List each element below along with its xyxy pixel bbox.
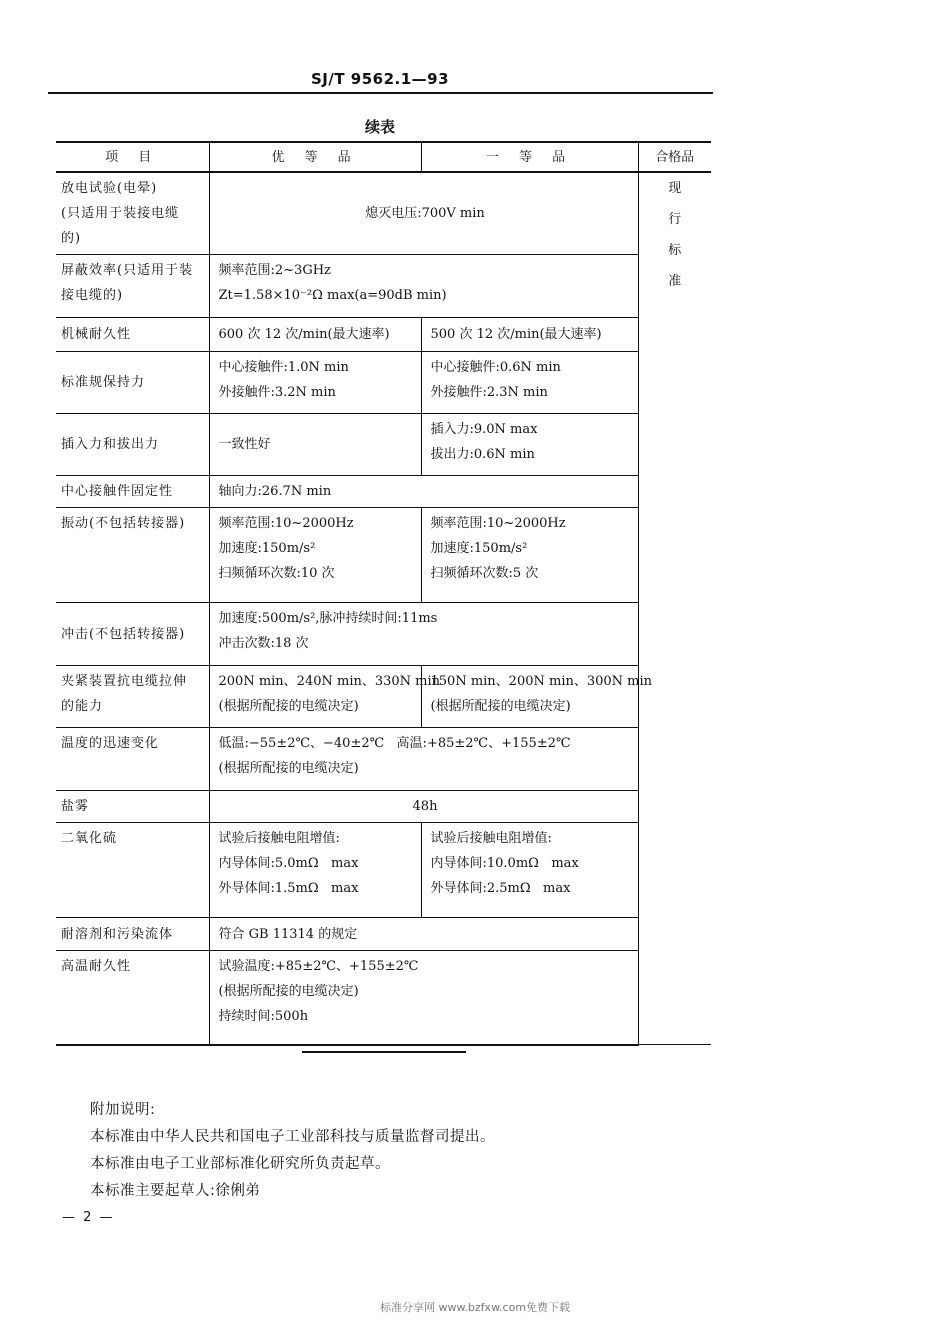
value-text: 试验温度:+85±2℃、+155±2℃ [218, 959, 419, 974]
value-cell-merged [209, 791, 638, 823]
table-row [56, 318, 711, 352]
grade-note-char: 标 [668, 243, 682, 258]
table-row [56, 476, 711, 508]
table-row [56, 352, 711, 414]
value-text: (根据所配接的电缆决定) [430, 699, 571, 714]
value-text: 中心接触件:0.6N min [430, 360, 561, 375]
item-cell [56, 666, 209, 728]
premium-value-cell [209, 352, 421, 414]
item-text: 标准规保持力 [61, 375, 146, 390]
premium-value-cell [209, 318, 421, 352]
value-text: 试验后接触电阻增值: [430, 831, 552, 846]
value-text: 48h [412, 799, 438, 814]
first-class-value-cell [421, 352, 638, 414]
table-row [56, 918, 711, 951]
table-row [56, 414, 711, 476]
item-text: 温度的迅速变化 [61, 736, 160, 751]
value-text: 加速度:150m/s² [218, 541, 316, 556]
value-text: 内导体间:10.0mΩ max [430, 856, 579, 871]
notes-line: 本标准由电子工业部标准化研究所负责起草。 [90, 1156, 390, 1172]
grade-note-char: 行 [668, 212, 682, 227]
table-row [56, 666, 711, 728]
item-text: 二氧化硫 [61, 831, 118, 846]
item-text: 耐溶剂和污染流体 [61, 926, 174, 942]
header-qualified: 合格品 [638, 142, 711, 172]
value-text: 加速度:500m/s²,脉冲持续时间:11ms [218, 611, 438, 626]
header-first-class: 一 等 品 [421, 142, 638, 172]
item-cell [56, 255, 209, 318]
item-cell [56, 603, 209, 666]
table-caption: 续表 [364, 118, 395, 136]
watermark: 标准分享网 www.bzfxw.com免费下载 [379, 1301, 571, 1314]
value-cell-merged [209, 476, 638, 508]
value-text: 加速度:150m/s² [430, 541, 528, 556]
standard-code: SJ/T 9562.1—93 [310, 70, 450, 88]
header-rule [48, 92, 713, 94]
item-text: 的) [61, 231, 82, 246]
item-cell [56, 918, 209, 951]
item-text: 屏蔽效率(只适用于装 [61, 263, 194, 278]
table-row [56, 951, 711, 1045]
item-cell [56, 476, 209, 508]
qualified-grade-cell [638, 172, 711, 1045]
value-text: 拔出力:0.6N min [430, 447, 535, 462]
value-cell-merged [209, 172, 638, 255]
value-text: (根据所配接的电缆决定) [218, 984, 359, 999]
item-text: 机械耐久性 [61, 327, 132, 342]
value-text: 插入力:9.0N max [430, 422, 538, 437]
value-text: 外导体间:1.5mΩ max [218, 881, 359, 896]
value-text: 频率范围:10~2000Hz [430, 516, 566, 531]
premium-value-cell [209, 414, 421, 476]
item-text: 盐雾 [61, 799, 90, 814]
value-text: 冲击次数:18 次 [218, 636, 309, 651]
first-class-value-cell [421, 318, 638, 352]
item-cell [56, 791, 209, 823]
item-cell [56, 508, 209, 603]
item-cell [56, 414, 209, 476]
item-text: 放电试验(电晕) [61, 181, 158, 196]
table-header-row [56, 142, 711, 172]
value-text: 持续时间:500h [218, 1009, 309, 1024]
value-text: 中心接触件:1.0N min [218, 360, 349, 375]
value-text: 150N min、200N min、300N min [430, 674, 653, 689]
value-text: 一致性好 [218, 437, 271, 452]
value-text: Zt=1.58×10⁻²Ω max(a=90dB min) [218, 288, 447, 303]
value-text: 600 次 12 次/min(最大速率) [218, 327, 390, 342]
value-text: 200N min、240N min、330N min [218, 674, 441, 689]
end-of-table-rule [302, 1051, 466, 1053]
value-text: 符合 GB 11314 的规定 [218, 926, 358, 942]
table-row [56, 255, 711, 318]
table-row [56, 791, 711, 823]
value-text: 扫频循环次数:10 次 [218, 566, 335, 581]
table-row [56, 603, 711, 666]
grade-note-char: 现 [668, 181, 682, 196]
item-text: 接电缆的) [61, 288, 124, 303]
item-text: 振动(不包括转接器) [61, 516, 186, 531]
premium-value-cell [209, 666, 441, 728]
value-cell-merged [209, 728, 638, 791]
item-text: 夹紧装置抗电缆拉伸 [61, 674, 188, 689]
value-text: (根据所配接的电缆决定) [218, 761, 359, 776]
value-cell-merged [209, 951, 638, 1045]
value-cell-merged [209, 603, 638, 666]
value-cell-merged [209, 918, 638, 951]
item-text: 冲击(不包括转接器) [61, 626, 186, 642]
item-cell [56, 951, 209, 1045]
item-cell [56, 318, 209, 352]
value-text: 外接触件:3.2N min [218, 385, 336, 400]
table-row [56, 172, 711, 255]
premium-value-cell [209, 823, 421, 918]
item-cell [56, 728, 209, 791]
value-text: 500 次 12 次/min(最大速率) [430, 327, 602, 342]
header-premium: 优 等 品 [209, 142, 421, 172]
value-text: 熄灭电压:700V min [365, 206, 485, 221]
table-row [56, 508, 711, 603]
item-text: 的能力 [61, 699, 104, 714]
premium-value-cell [209, 508, 421, 603]
item-cell [56, 823, 209, 918]
item-cell [56, 352, 209, 414]
page-number: — 2 — [62, 1210, 115, 1225]
item-text: (只适用于装接电缆 [61, 206, 180, 221]
item-text: 高温耐久性 [61, 959, 132, 974]
value-text: 外导体间:2.5mΩ max [430, 881, 571, 896]
first-class-value-cell [421, 508, 638, 603]
value-text: 扫频循环次数:5 次 [430, 566, 539, 581]
first-class-value-cell [421, 823, 638, 918]
notes-line: 本标准由中华人民共和国电子工业部科技与质量监督司提出。 [90, 1129, 495, 1145]
notes-title: 附加说明: [90, 1102, 156, 1118]
value-text: (根据所配接的电缆决定) [218, 699, 359, 714]
value-text: 频率范围:10~2000Hz [218, 516, 354, 531]
table-row [56, 823, 711, 918]
value-cell-merged [209, 255, 638, 318]
value-text: 试验后接触电阻增值: [218, 831, 340, 846]
item-cell [56, 172, 209, 255]
specification-table [56, 141, 711, 1046]
header-item: 项 目 [56, 142, 209, 172]
table-row [56, 728, 711, 791]
grade-note-char: 准 [668, 274, 682, 289]
value-text: 外接触件:2.3N min [430, 385, 548, 400]
first-class-value-cell [421, 414, 638, 476]
value-text: 频率范围:2~3GHz [218, 263, 331, 278]
additional-notes [90, 1097, 495, 1205]
item-text: 插入力和拔出力 [61, 437, 160, 452]
item-text: 中心接触件固定性 [61, 484, 174, 499]
notes-line: 本标准主要起草人:徐俐弟 [90, 1183, 261, 1199]
value-text: 轴向力:26.7N min [218, 484, 332, 499]
first-class-value-cell [421, 666, 653, 728]
value-text: 内导体间:5.0mΩ max [218, 856, 359, 871]
value-text: 低温:−55±2℃、−40±2℃ 高温:+85±2℃、+155±2℃ [218, 736, 571, 751]
